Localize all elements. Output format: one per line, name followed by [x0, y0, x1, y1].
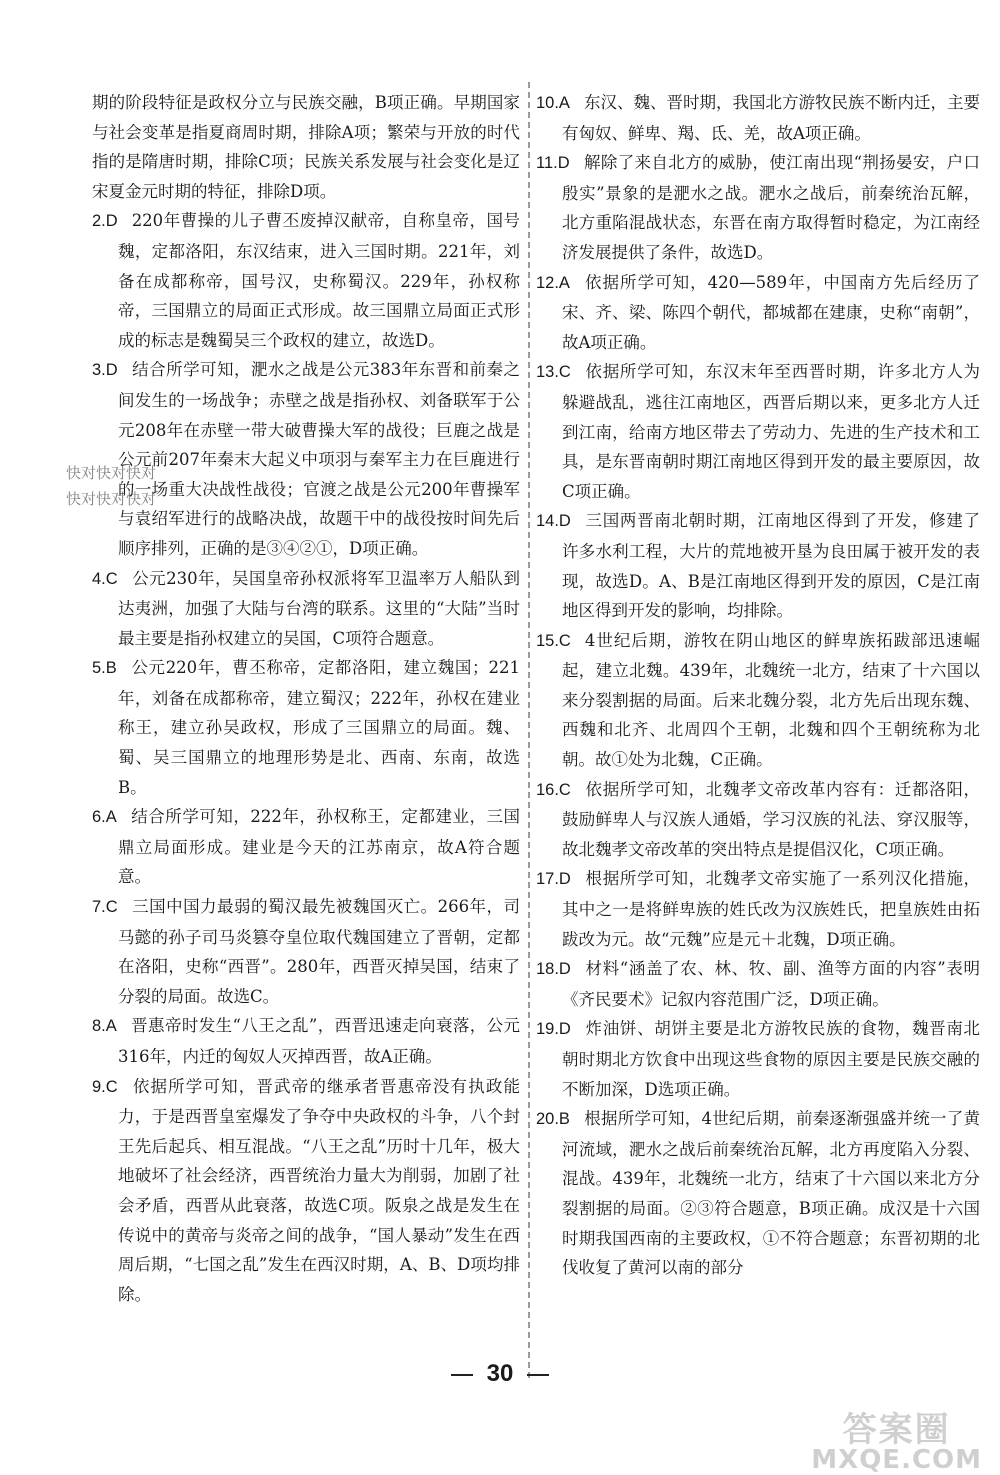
answer-number: 11.D [536, 154, 570, 173]
answer-number: 3.D [92, 361, 118, 380]
answer-explanation: 结合所学可知，222年，孙权称王，定都建业，三国鼎立局面形成。建业是今天的江苏南京，故A符合题意。 [118, 807, 520, 887]
answer-item [92, 892, 520, 1011]
answer-item [536, 954, 980, 1014]
right-answer-list [536, 88, 980, 1283]
answer-number: 10.A [536, 94, 570, 112]
answer-item [536, 506, 980, 625]
answer-explanation: 结合所学可知，淝水之战是公元383年东晋和前秦之间发生的一场战争；赤壁之战是指孙权、刘备联军于公元208年在赤壁一带大破曹操大军的战役；巨鹿之战是公元前207年秦末大起义中项羽与秦军主力在巨鹿进行的一场重大决战性战役；官渡之战是公元200年曹操军与袁绍军进行的战略决战，故题干中的战役按时间先后顺序排列，正确的是③④②①，D项正确。 [118, 360, 520, 558]
watermark [66, 460, 156, 512]
answer-item [536, 626, 980, 775]
answer-number: 16.C [536, 780, 571, 799]
answer-item [92, 355, 520, 563]
stamp-url: MXQE.COM [811, 1445, 982, 1475]
answer-number: 5.B [92, 659, 117, 678]
answer-explanation: 公元230年，吴国皇帝孙权派将军卫温率万人船队到达夷洲，加强了大陆与台湾的联系。这里的“大陆”当时最主要是指孙权建立的吴国，C项符合题意。 [118, 568, 520, 648]
answer-item [92, 653, 520, 802]
stamp-text: 答案圈 [842, 1410, 951, 1450]
answer-number: 19.D [536, 1020, 571, 1039]
answer-number: 15.C [536, 631, 571, 650]
answer-item [92, 206, 520, 355]
footer-dash-right [527, 1374, 549, 1376]
answer-item [92, 1072, 520, 1310]
answer-item [536, 88, 980, 148]
answer-explanation: 材料“涵盖了农、林、牧、副、渔等方面的内容”表明《齐民要术》记叙内容范围广泛，D项正确。 [562, 959, 980, 1009]
answer-item [536, 864, 980, 954]
answer-item [92, 1011, 520, 1071]
answer-number: 2.D [92, 212, 118, 231]
answer-item [536, 148, 980, 267]
answer-explanation: 依据所学可知，北魏孝文帝改革内容有：迁都洛阳，鼓励鲜卑人与汉族人通婚，学习汉族的礼法、穿汉服等，故北魏孝文帝改革的突出特点是提倡汉化，C项正确。 [562, 779, 980, 859]
answer-explanation: 根据所学可知，北魏孝文帝实施了一系列汉化措施，其中之一是将鲜卑族的姓氏改为汉族姓氏，把皇族姓由拓跋改为元。故“元魏”应是元＋北魏，D项正确。 [562, 869, 980, 949]
watermark-line: 快对快对快对 [66, 490, 157, 508]
footer-dash-left [451, 1374, 473, 1376]
answer-item [536, 1014, 980, 1104]
intro-paragraph: 期的阶段特征是政权分立与民族交融，B项正确。早期国家与社会变革是指夏商周时期，排除A项；繁荣与开放的时代指的是隋唐时期，排除C项；民族关系发展与社会变化是辽宋夏金元时期的特征，排除D项。 [92, 93, 520, 201]
answer-explanation: 根据所学可知，4世纪后期，前秦逐渐强盛并统一了黄河流域，淝水之战后前秦统治瓦解，北方再度陷入分裂、混战。439年，北魏统一北方，结束了十六国以来北方分裂割据的局面。②③符合题意，B项正确。成汉是十六国时期我国西南的主要政权，①不符合题意；东晋初期的北伐收复了黄河以南的部分 [562, 1109, 980, 1278]
answer-explanation: 解除了来自北方的威胁，使江南出现“荆扬晏安，户口殷实”景象的是淝水之战。淝水之战后，前秦统治瓦解，北方重陷混战状态，东晋在南方取得暂时稳定，为江南经济发展提供了条件，故选D。 [562, 153, 980, 262]
answer-explanation: 4世纪后期，游牧在阴山地区的鲜卑族拓跋部迅速崛起，建立北魏。439年，北魏统一北方，结束了十六国以来分裂割据的局面。后来北魏分裂，北方先后出现东魏、西魏和北齐、北周四个王朝，北魏和四个王朝统称为北朝。故①处为北魏，C正确。 [562, 630, 980, 770]
answer-item [536, 268, 980, 358]
answer-item [536, 775, 980, 865]
answer-item [536, 1104, 980, 1283]
answer-number: 8.A [92, 1017, 117, 1036]
answer-item [536, 357, 980, 506]
answer-number: 18.D [536, 960, 571, 979]
answer-explanation: 依据所学可知，420—589年，中国南方先后经历了宋、齐、梁、陈四个朝代，都城都在建康，史称“南朝”，故A项正确。 [562, 272, 980, 352]
answer-explanation: 晋惠帝时发生“八王之乱”，西晋迅速走向衰落，公元316年，内迁的匈奴人灭掉西晋，故A正确。 [118, 1016, 520, 1066]
answer-number: 7.C [92, 898, 118, 917]
column-divider [528, 82, 530, 1378]
answer-explanation: 炸油饼、胡饼主要是北方游牧民族的食物，魏晋南北朝时期北方饮食中出现这些食物的原因主要是民族交融的不断加深，D选项正确。 [562, 1019, 980, 1099]
right-column [536, 88, 980, 1283]
page-footer [0, 1360, 1000, 1388]
answer-explanation: 依据所学可知，晋武帝的继承者晋惠帝没有执政能力，于是西晋皇室爆发了争夺中央政权的斗争，八个封王先后起兵、相互混战。“八王之乱”历时十几年，极大地破坏了社会经济，西晋统治力量大为削弱，加剧了社会矛盾，西晋从此衰落，故选C项。阪泉之战是发生在传说中的黄帝与炎帝之间的战争，“国人暴动”发生在西周后期，“七国之乱”发生在西汉时期，A、B、D项均排除。 [118, 1076, 520, 1304]
answer-explanation: 依据所学可知，东汉末年至西晋时期，许多北方人为躲避战乱，逃往江南地区，西晋后期以来，更多北方人迁到江南，给南方地区带去了劳动力、先进的生产技术和工具，是东晋南朝时期江南地区得到开发的最主要原因，故C项正确。 [562, 362, 980, 501]
answer-number: 17.D [536, 870, 571, 889]
answer-item [92, 564, 520, 654]
answer-number: 13.C [536, 363, 571, 382]
answer-number: 6.A [92, 808, 117, 827]
answer-number: 4.C [92, 569, 118, 588]
watermark-line: 快对快对快对 [66, 464, 157, 482]
answer-number: 12.A [536, 273, 570, 292]
answer-number: 20.B [536, 1110, 570, 1129]
left-column [92, 88, 520, 1309]
answer-number: 9.C [92, 1077, 118, 1096]
answer-explanation: 220年曹操的儿子曹丕废掉汉献帝，自称皇帝，国号魏，定都洛阳，东汉结束，进入三国时期。221年，刘备在成都称帝，国号汉，史称蜀汉。229年，孙权称帝，三国鼎立的局面正式形成。故三国鼎立局面正式形成的标志是魏蜀吴三个政权的建立，故选D。 [118, 211, 520, 350]
answer-explanation: 公元220年，曹丕称帝，定都洛阳，建立魏国；221年，刘备在成都称帝，建立蜀汉；222年，孙权在建业称王，建立孙吴政权，形成了三国鼎立的局面。魏、蜀、吴三国鼎立的地理形势是北、西南、东南，故选B。 [118, 658, 520, 797]
answer-number: 14.D [536, 512, 571, 531]
site-stamp-logo [811, 1402, 982, 1475]
answer-explanation: 东汉、魏、晋时期，我国北方游牧民族不断内迁，主要有匈奴、鲜卑、羯、氐、羌，故A项正确。 [562, 93, 980, 143]
answer-explanation: 三国中国力最弱的蜀汉最先被魏国灭亡。266年，司马懿的孙子司马炎篡夺皇位取代魏国建立了晋朝，定都在洛阳，史称“西晋”。280年，西晋灭掉吴国，结束了分裂的局面。故选C。 [118, 897, 520, 1006]
page-number: 30 [486, 1360, 514, 1387]
answer-item [92, 802, 520, 892]
answer-explanation: 三国两晋南北朝时期，江南地区得到了开发，修建了许多水利工程，大片的荒地被开垦为良田属于被开发的表现，故选D。A、B是江南地区得到开发的原因，C是江南地区得到开发的影响，均排除。 [562, 511, 980, 621]
left-answer-list [92, 206, 520, 1309]
